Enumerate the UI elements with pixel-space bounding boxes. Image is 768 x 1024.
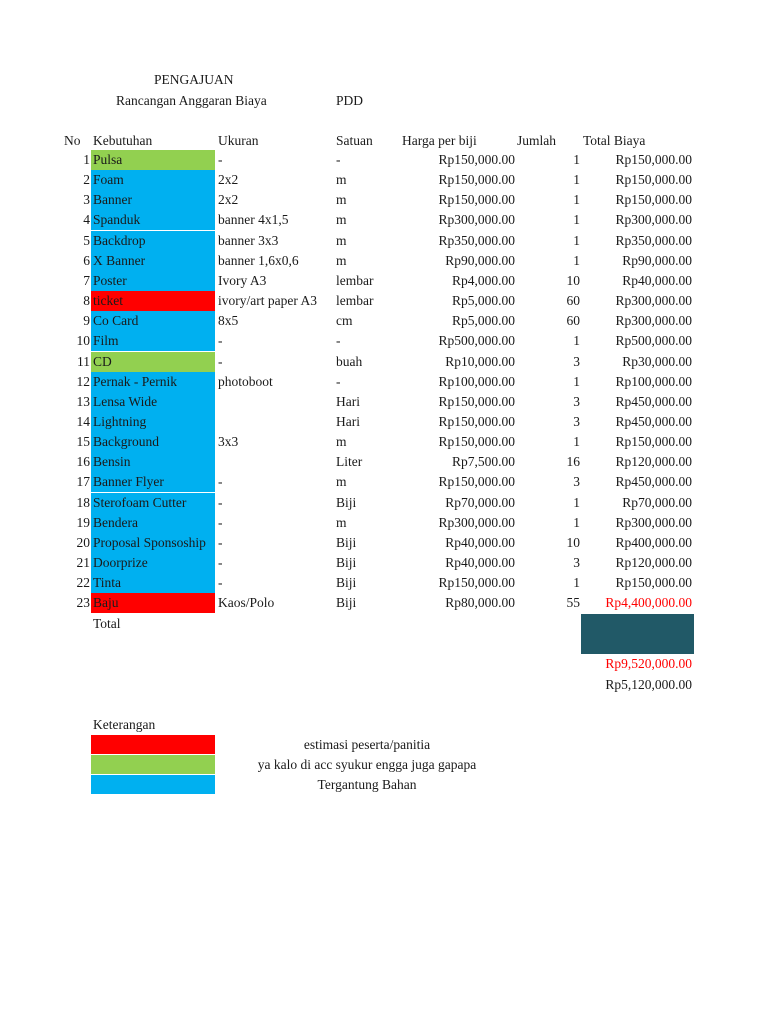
row-no[interactable]: 7 xyxy=(83,273,90,288)
row-jumlah[interactable]: 3 xyxy=(573,414,580,429)
row-jumlah[interactable]: 60 xyxy=(566,293,580,308)
row-satuan[interactable]: buah xyxy=(336,354,363,369)
row-harga[interactable]: Rp4,000.00 xyxy=(451,273,515,288)
row-kebutuhan[interactable]: Co Card xyxy=(91,311,215,331)
row-satuan[interactable]: m xyxy=(336,212,347,227)
row-jumlah[interactable]: 1 xyxy=(573,575,580,590)
division-label: PDD xyxy=(336,93,364,108)
row-no[interactable]: 14 xyxy=(76,414,90,429)
row-harga[interactable]: Rp150,000.00 xyxy=(438,414,515,429)
page-title: PENGAJUAN xyxy=(154,72,234,87)
row-jumlah[interactable]: 1 xyxy=(573,192,580,207)
row-total[interactable]: Rp40,000.00 xyxy=(622,273,692,288)
row-satuan[interactable]: m xyxy=(336,515,347,530)
row-total[interactable]: Rp350,000.00 xyxy=(615,233,692,248)
row-no[interactable]: 21 xyxy=(76,555,90,570)
row-no[interactable]: 22 xyxy=(76,575,90,590)
row-harga[interactable]: Rp350,000.00 xyxy=(438,233,515,248)
row-kebutuhan[interactable]: Doorprize xyxy=(91,553,215,573)
row-satuan[interactable]: Biji xyxy=(336,535,357,550)
row-ukuran[interactable]: 3x3 xyxy=(218,434,239,449)
row-ukuran[interactable]: banner 4x1,5 xyxy=(218,212,289,227)
row-ukuran[interactable]: - xyxy=(218,354,223,369)
row-ukuran[interactable]: - xyxy=(218,555,223,570)
legend-swatch-green xyxy=(91,755,215,774)
row-ukuran[interactable] xyxy=(217,392,335,412)
row-harga[interactable]: Rp300,000.00 xyxy=(438,515,515,530)
row-harga[interactable]: Rp150,000.00 xyxy=(438,394,515,409)
row-ukuran[interactable]: photoboot xyxy=(218,374,273,389)
row-ukuran[interactable]: - xyxy=(218,152,223,167)
row-harga[interactable]: Rp7,500.00 xyxy=(451,454,515,469)
legend-title: Keterangan xyxy=(93,717,156,732)
row-jumlah[interactable]: 1 xyxy=(573,434,580,449)
row-satuan[interactable]: - xyxy=(336,374,341,389)
row-satuan[interactable]: Biji xyxy=(336,495,357,510)
row-harga[interactable]: Rp80,000.00 xyxy=(445,595,515,610)
total-cell-filled[interactable] xyxy=(581,614,694,654)
row-satuan[interactable]: - xyxy=(336,152,341,167)
row-ukuran[interactable]: Ivory A3 xyxy=(218,273,267,288)
row-ukuran[interactable]: - xyxy=(218,495,223,510)
row-total[interactable]: Rp90,000.00 xyxy=(622,253,692,268)
row-jumlah[interactable]: 1 xyxy=(573,374,580,389)
col-header-jumlah: Jumlah xyxy=(517,133,556,148)
row-jumlah[interactable]: 1 xyxy=(573,212,580,227)
row-total[interactable]: Rp300,000.00 xyxy=(615,293,692,308)
row-ukuran[interactable]: Kaos/Polo xyxy=(218,595,275,610)
row-no[interactable]: 23 xyxy=(76,595,90,610)
row-no[interactable]: 2 xyxy=(83,172,90,187)
row-no[interactable]: 4 xyxy=(83,212,90,227)
row-kebutuhan[interactable]: Lensa Wide xyxy=(91,392,215,412)
row-harga[interactable]: Rp70,000.00 xyxy=(445,495,515,510)
row-total[interactable]: Rp500,000.00 xyxy=(615,333,692,348)
col-header-total: Total Biaya xyxy=(583,133,646,148)
row-total[interactable]: Rp150,000.00 xyxy=(615,172,692,187)
row-harga[interactable]: Rp150,000.00 xyxy=(438,152,515,167)
row-harga[interactable]: Rp40,000.00 xyxy=(445,555,515,570)
row-harga[interactable]: Rp10,000.00 xyxy=(445,354,515,369)
row-no[interactable]: 1 xyxy=(83,152,90,167)
row-satuan[interactable]: lembar xyxy=(336,293,374,308)
row-ukuran[interactable]: - xyxy=(218,535,223,550)
row-total[interactable]: Rp70,000.00 xyxy=(622,495,692,510)
row-kebutuhan[interactable]: X Banner xyxy=(91,251,215,271)
row-satuan[interactable]: Hari xyxy=(336,414,360,429)
row-kebutuhan[interactable]: Banner xyxy=(91,190,215,210)
row-harga[interactable]: Rp150,000.00 xyxy=(438,434,515,449)
row-ukuran[interactable] xyxy=(217,412,335,432)
row-satuan[interactable]: Biji xyxy=(336,595,357,610)
row-no[interactable]: 9 xyxy=(83,313,90,328)
row-jumlah[interactable]: 1 xyxy=(573,515,580,530)
row-no[interactable]: 11 xyxy=(77,354,90,369)
row-satuan[interactable]: m xyxy=(336,192,347,207)
row-jumlah[interactable]: 10 xyxy=(566,273,580,288)
row-kebutuhan[interactable]: Bensin xyxy=(91,452,215,472)
row-total[interactable]: Rp450,000.00 xyxy=(615,474,692,489)
row-kebutuhan[interactable]: Foam xyxy=(91,170,215,190)
row-satuan[interactable]: lembar xyxy=(336,273,374,288)
row-no[interactable]: 5 xyxy=(83,233,90,248)
grand-total: Rp9,520,000.00 xyxy=(605,656,692,671)
row-ukuran[interactable]: 8x5 xyxy=(218,313,239,328)
col-header-kebutuhan: Kebutuhan xyxy=(93,133,153,148)
legend-text: Tergantung Bahan xyxy=(317,777,417,792)
row-total[interactable]: Rp150,000.00 xyxy=(615,192,692,207)
row-jumlah[interactable]: 10 xyxy=(566,535,580,550)
row-kebutuhan[interactable]: Proposal Sponsoship xyxy=(91,533,215,553)
row-kebutuhan[interactable]: CD xyxy=(91,352,215,372)
row-jumlah[interactable]: 1 xyxy=(573,495,580,510)
row-satuan[interactable]: - xyxy=(336,333,341,348)
row-ukuran[interactable] xyxy=(217,452,335,472)
row-no[interactable]: 18 xyxy=(76,495,90,510)
row-satuan[interactable]: m xyxy=(336,474,347,489)
row-satuan[interactable]: m xyxy=(336,434,347,449)
row-no[interactable]: 20 xyxy=(76,535,90,550)
total-label: Total xyxy=(93,616,121,631)
legend-text: ya kalo di acc syukur engga juga gapapa xyxy=(257,757,477,772)
row-no[interactable]: 13 xyxy=(76,394,90,409)
col-header-harga: Harga per biji xyxy=(402,133,477,148)
row-kebutuhan[interactable]: Pulsa xyxy=(91,150,215,170)
row-no[interactable]: 19 xyxy=(76,515,90,530)
row-jumlah[interactable]: 1 xyxy=(573,152,580,167)
row-jumlah[interactable]: 1 xyxy=(573,172,580,187)
row-jumlah[interactable]: 3 xyxy=(573,474,580,489)
row-total[interactable]: Rp300,000.00 xyxy=(615,515,692,530)
row-kebutuhan[interactable]: Backdrop xyxy=(91,231,215,251)
row-total[interactable]: Rp30,000.00 xyxy=(622,354,692,369)
row-jumlah[interactable]: 3 xyxy=(573,555,580,570)
row-ukuran[interactable]: banner 1,6x0,6 xyxy=(218,253,299,268)
row-kebutuhan[interactable]: Tinta xyxy=(91,573,215,593)
legend-swatch-red xyxy=(91,735,215,754)
row-jumlah[interactable]: 1 xyxy=(573,333,580,348)
row-jumlah[interactable]: 55 xyxy=(566,595,580,610)
row-total[interactable]: Rp150,000.00 xyxy=(615,434,692,449)
row-ukuran[interactable]: - xyxy=(218,575,223,590)
row-no[interactable]: 3 xyxy=(83,192,90,207)
row-jumlah[interactable]: 16 xyxy=(566,454,580,469)
col-header-ukuran: Ukuran xyxy=(218,133,259,148)
row-total[interactable]: Rp300,000.00 xyxy=(615,313,692,328)
row-jumlah[interactable]: 1 xyxy=(573,233,580,248)
row-jumlah[interactable]: 1 xyxy=(573,253,580,268)
row-ukuran[interactable]: ivory/art paper A3 xyxy=(218,293,317,308)
row-total[interactable]: Rp450,000.00 xyxy=(615,394,692,409)
row-no[interactable]: 16 xyxy=(76,454,90,469)
row-ukuran[interactable]: - xyxy=(218,515,223,530)
row-satuan[interactable]: Hari xyxy=(336,394,360,409)
row-jumlah[interactable]: 3 xyxy=(573,394,580,409)
legend-text: estimasi peserta/panitia xyxy=(303,737,431,752)
row-kebutuhan[interactable]: Poster xyxy=(91,271,215,291)
row-harga[interactable]: Rp90,000.00 xyxy=(445,253,515,268)
row-no[interactable]: 6 xyxy=(83,253,90,268)
row-satuan[interactable]: cm xyxy=(336,313,353,328)
row-total[interactable]: Rp400,000.00 xyxy=(615,535,692,550)
row-satuan[interactable]: Biji xyxy=(336,575,357,590)
row-harga[interactable]: Rp150,000.00 xyxy=(438,575,515,590)
row-harga[interactable]: Rp40,000.00 xyxy=(445,535,515,550)
row-kebutuhan[interactable]: Lightning xyxy=(91,412,215,432)
row-total[interactable]: Rp450,000.00 xyxy=(615,414,692,429)
row-harga[interactable]: Rp5,000.00 xyxy=(451,313,515,328)
row-ukuran[interactable]: 2x2 xyxy=(218,192,239,207)
row-harga[interactable]: Rp150,000.00 xyxy=(438,192,515,207)
row-satuan[interactable]: m xyxy=(336,233,347,248)
row-no[interactable]: 17 xyxy=(76,474,90,489)
row-harga[interactable]: Rp300,000.00 xyxy=(438,212,515,227)
row-harga[interactable]: Rp150,000.00 xyxy=(438,474,515,489)
col-header-no: No xyxy=(64,133,81,148)
row-no[interactable]: 15 xyxy=(76,434,90,449)
row-kebutuhan[interactable]: Banner Flyer xyxy=(91,472,215,492)
subtotal: Rp5,120,000.00 xyxy=(605,677,692,692)
row-satuan[interactable]: Biji xyxy=(336,555,357,570)
col-header-satuan: Satuan xyxy=(336,133,373,148)
row-harga[interactable]: Rp5,000.00 xyxy=(451,293,515,308)
row-jumlah[interactable]: 3 xyxy=(573,354,580,369)
row-kebutuhan[interactable]: ticket xyxy=(91,291,215,311)
row-total[interactable]: Rp150,000.00 xyxy=(615,575,692,590)
row-no[interactable]: 12 xyxy=(76,374,90,389)
row-total[interactable]: Rp100,000.00 xyxy=(615,374,692,389)
page-subtitle: Rancangan Anggaran Biaya xyxy=(116,93,267,108)
row-kebutuhan[interactable]: Baju xyxy=(91,593,215,613)
row-harga[interactable]: Rp100,000.00 xyxy=(438,374,515,389)
row-harga[interactable]: Rp150,000.00 xyxy=(438,172,515,187)
row-ukuran[interactable]: - xyxy=(218,333,223,348)
row-ukuran[interactable]: 2x2 xyxy=(218,172,239,187)
row-no[interactable]: 8 xyxy=(83,293,90,308)
row-total[interactable]: Rp150,000.00 xyxy=(615,152,692,167)
row-total[interactable]: Rp4,400,000.00 xyxy=(605,595,692,610)
row-total[interactable]: Rp300,000.00 xyxy=(615,212,692,227)
row-kebutuhan[interactable]: Pernak - Pernik xyxy=(91,372,215,392)
legend-swatch-blue xyxy=(91,775,215,794)
row-ukuran[interactable]: - xyxy=(218,474,223,489)
row-kebutuhan[interactable]: Film xyxy=(91,331,215,351)
row-satuan[interactable]: m xyxy=(336,253,347,268)
row-jumlah[interactable]: 60 xyxy=(566,313,580,328)
row-total[interactable]: Rp120,000.00 xyxy=(615,555,692,570)
row-kebutuhan[interactable]: Background xyxy=(91,432,215,452)
row-no[interactable]: 10 xyxy=(76,333,90,348)
row-kebutuhan[interactable]: Sterofoam Cutter xyxy=(91,493,215,513)
row-kebutuhan[interactable]: Spanduk xyxy=(91,210,215,230)
row-satuan[interactable]: m xyxy=(336,172,347,187)
row-satuan[interactable]: Liter xyxy=(336,454,363,469)
row-total[interactable]: Rp120,000.00 xyxy=(615,454,692,469)
row-kebutuhan[interactable]: Bendera xyxy=(91,513,215,533)
row-harga[interactable]: Rp500,000.00 xyxy=(438,333,515,348)
row-ukuran[interactable]: banner 3x3 xyxy=(218,233,279,248)
